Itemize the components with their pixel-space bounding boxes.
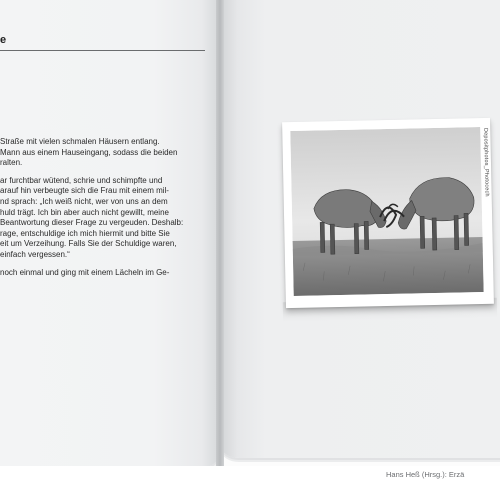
text-line: noch einmal und ging mit einem Lächeln im Ge- [0,267,170,277]
chapter-heading: e [0,34,7,46]
paragraph-2 [0,176,212,261]
photo-credit: Depositphotos_Photocech [482,127,490,197]
text-line: ralten. [0,158,23,168]
footer-citation: Hans Heß (Hrsg.): Erzä [386,470,465,479]
deer-photo [290,127,483,296]
text-line: nd sprach: „Ich weiß nicht, wer von uns an dem [0,196,168,206]
text-line: Beantwortung dieser Frage zu vergeuden. Deshalb: [0,218,184,228]
text-line: eit um Verzeihung. Falls Sie der Schuldige waren, [0,239,177,249]
paragraph-3 [0,268,212,279]
story-text [0,137,212,285]
book-spine [216,0,224,470]
heading-divider [0,50,205,51]
text-line: huld trägt. Ich bin aber auch nicht gewillt, meine [0,207,169,217]
photo-card [282,118,494,308]
text-line: rage, entschuldige ich mich hiermit und bitte Sie [0,228,170,238]
text-line: ar furchtbar wütend, schrie und schimpfte und [0,175,163,185]
text-line: einfach vergessen.“ [0,249,70,259]
text-line: Mann aus einem Hauseingang, sodass die beiden [0,147,178,157]
paragraph-1 [0,137,212,169]
text-line: arauf hin verbeugte sich die Frau mit einem mil- [0,186,169,196]
text-line: Straße mit vielen schmalen Häusern entlang. [0,137,160,146]
